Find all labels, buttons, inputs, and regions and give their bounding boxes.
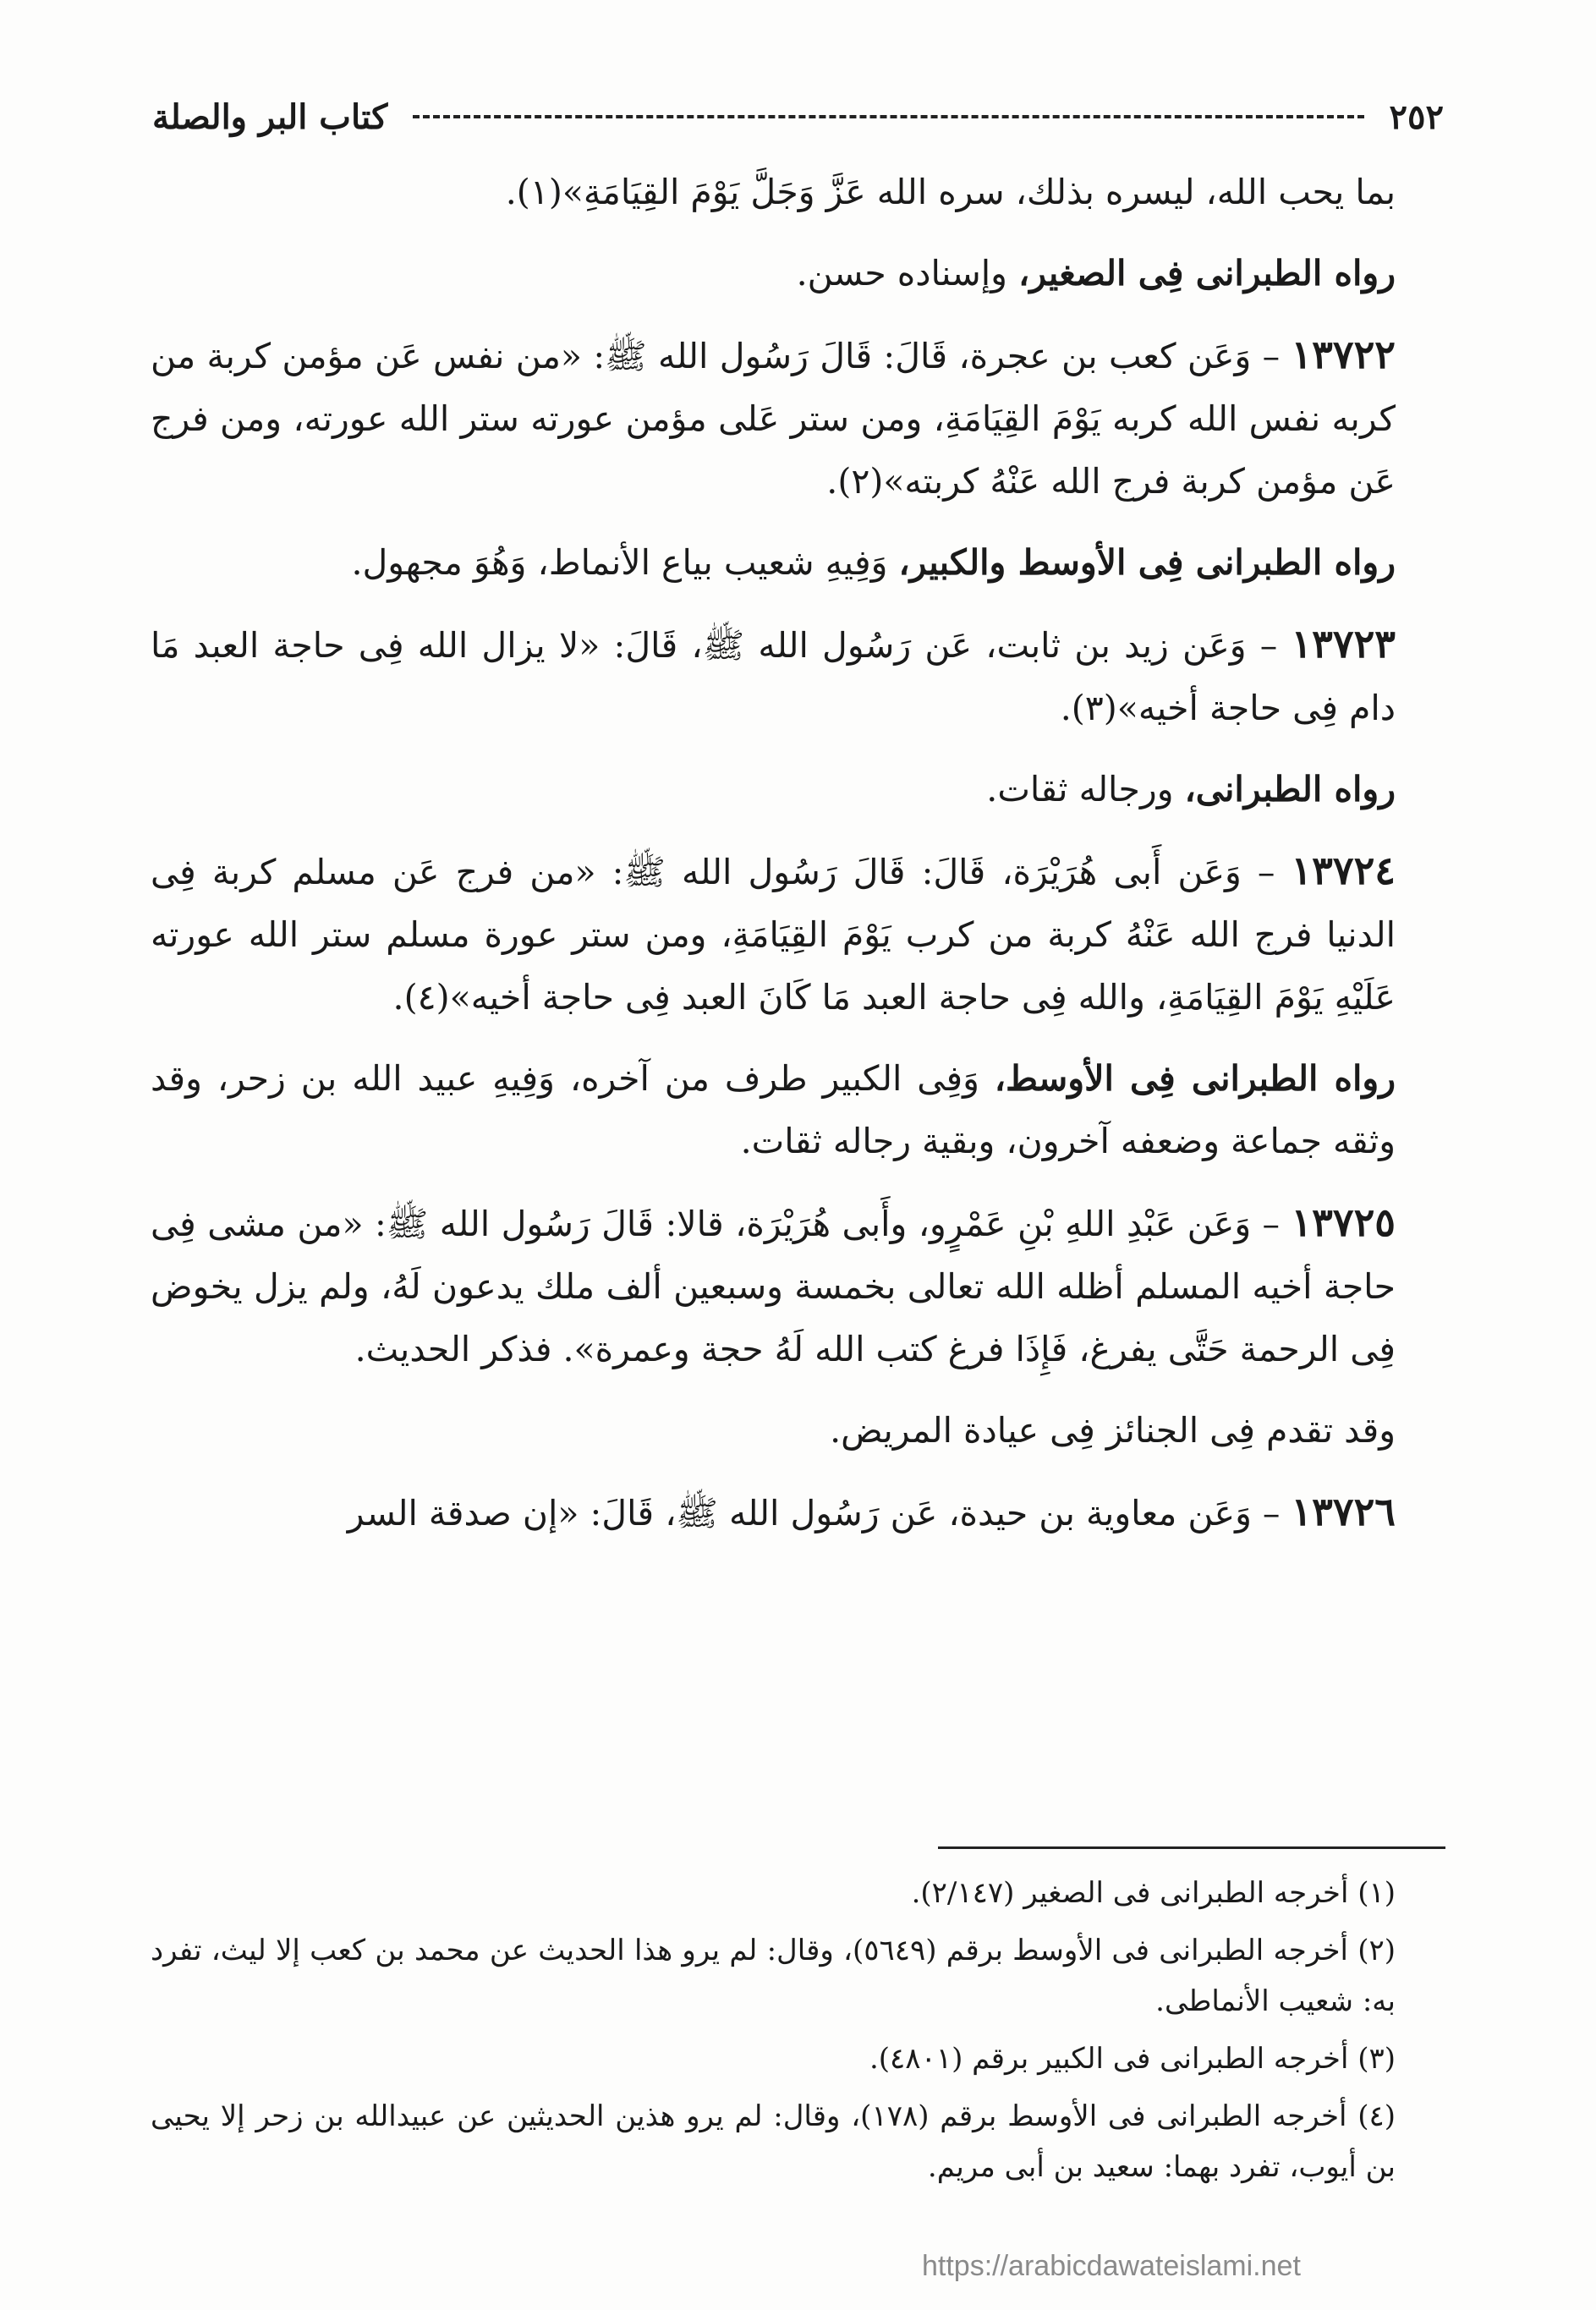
running-header [152, 91, 1444, 142]
paragraph [151, 161, 1396, 223]
paragraph-text: وقد تقدم فِى الجنائز فِى عيادة المريض. [830, 1410, 1396, 1451]
main-text [151, 161, 1396, 1563]
narration-note [151, 242, 1396, 305]
header-dashed-rule [413, 115, 1363, 118]
footnote: (٢) أخرجه الطبرانى فى الأوسط برقم (٥٦٤٩)، وقال: لم يرو هذا الحديث عن محمد بن كعب إلا ليث، تفرد به: شعيب الأنماطى. [151, 1934, 1396, 2018]
hadith-13726 [151, 1480, 1396, 1545]
hadith-number: ١٣٧٢٥ [1291, 1199, 1396, 1245]
paragraph-text: بما يحب الله، ليسره بذلك، سره الله عَزَّ وَجَلَّ يَوْمَ القِيَامَةِ»(١). [505, 172, 1396, 212]
paragraph-text: وإسناده حسن. [796, 253, 1018, 294]
paragraph-text: وَفِيهِ شعيب بياع الأنماط، وَهُوَ مجهول. [351, 542, 899, 583]
source-label: رواه الطبرانى فِى الأوسط، [994, 1058, 1396, 1099]
paragraph-text: ورجاله ثقات. [986, 769, 1185, 809]
hadith-13724 [151, 839, 1396, 1029]
footnote-divider [938, 1846, 1445, 1849]
book-title: كتاب البر والصلة [152, 96, 388, 137]
narration-note [151, 1047, 1396, 1172]
paragraph-text: وَفِى الكبير طرف من آخره، وَفِيهِ عبيد الله بن زحر، وقد وثقه جماعة وضعفه آخرون، وبقية رجاله ثقات. [151, 1058, 1396, 1161]
footnote: (٣) أخرجه الطبرانى فى الكبير برقم (٤٨٠١). [869, 2042, 1396, 2076]
hadith-13722 [151, 323, 1396, 513]
page-number: ٢٥٢ [1389, 96, 1444, 137]
hadith-13725 [151, 1191, 1396, 1380]
hadith-text: – وَعَن عَبْدِ اللهِ بْنِ عَمْرٍو، وأَبى هُرَيْرَة، قالا: قَالَ رَسُول الله ﷺ: «من مشى فِى حاجة أخيه المسلم أظله الله تعالى بخمسة وسبعين ألف ملك يدعون لَهُ، ولم يزل يخوض فِى الرحمة حَتَّى يفرغ، فَإِذَا فرغ كتب الله لَهُ حجة وعمرة». فذكر الحديث. [151, 1204, 1396, 1369]
hadith-number: ١٣٧٢٢ [1291, 332, 1396, 377]
footnote: (٤) أخرجه الطبرانى فى الأوسط برقم (١٧٨)، وقال: لم يرو هذين الحديثين عن عبيدالله بن زحر إلا يحيى بن أيوب، تفرد بهما: سعيد بن أبى مريم. [151, 2099, 1396, 2184]
source-label: رواه الطبرانى فِى الأوسط والكبير، [898, 542, 1396, 583]
hadith-13723 [151, 612, 1396, 739]
hadith-text: – وَعَن معاوية بن حيدة، عَن رَسُول الله ﷺ، قَالَ: «إن صدقة السر [347, 1493, 1292, 1534]
footnotes [151, 1868, 1396, 2199]
source-label: رواه الطبرانى، [1184, 769, 1396, 809]
paragraph [151, 1399, 1396, 1462]
narration-note [151, 531, 1396, 594]
hadith-number: ١٣٧٢٤ [1291, 848, 1396, 893]
hadith-number: ١٣٧٢٦ [1291, 1489, 1396, 1534]
hadith-text: – وَعَن كعب بن عجرة، قَالَ: قَالَ رَسُول الله ﷺ: «من نفس عَن مؤمن كربة من كربه نفس الله كربه يَوْمَ القِيَامَةِ، ومن ستر عَلى مؤمن عورته ستر الله عورته، ومن فرج عَن مؤمن كربة فرج الله عَنْهُ كربته»(٢). [151, 336, 1396, 502]
narration-note [151, 758, 1396, 820]
watermark-url: https://arabicdawateislami.net [922, 2250, 1301, 2282]
source-label: رواه الطبرانى فِى الصغير، [1018, 253, 1396, 294]
hadith-text: – وَعَن أَبى هُرَيْرَة، قَالَ: قَالَ رَسُول الله ﷺ: «من فرج عَن مسلم كربة فِى الدنيا فرج الله عَنْهُ كربة من كرب يَوْمَ القِيَامَةِ، ومن ستر عورة مسلم ستر الله عورته عَلَيْهِ يَوْمَ القِيَامَةِ، والله فِى حاجة العبد مَا كَانَ العبد فِى حاجة أخيه»(٤). [151, 852, 1396, 1018]
hadith-text: – وَعَن زيد بن ثابت، عَن رَسُول الله ﷺ، قَالَ: «لا يزال الله فِى حاجة العبد مَا دام فِى حاجة أخيه»(٣). [151, 625, 1396, 728]
hadith-number: ١٣٧٢٣ [1291, 621, 1396, 667]
footnote: (١) أخرجه الطبرانى فى الصغير (٢/١٤٧). [911, 1876, 1396, 1910]
